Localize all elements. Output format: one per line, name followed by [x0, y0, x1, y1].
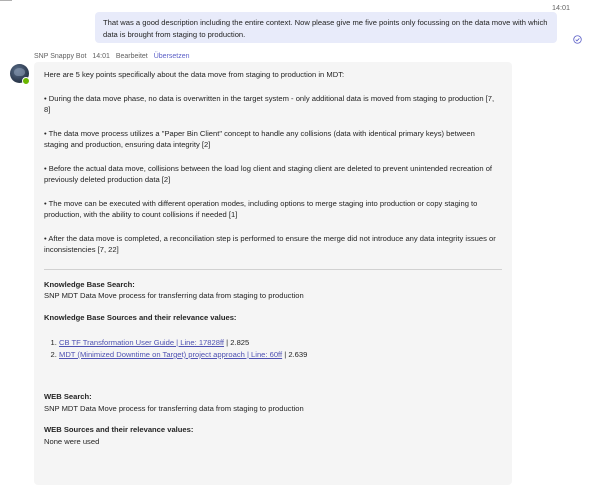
kb-sources-section [44, 312, 499, 362]
bot-message-bubble[interactable] [34, 62, 512, 485]
user-message-bubble[interactable] [95, 12, 557, 43]
key-point: • Before the actual data move, collisions between the load log client and staging client are deleted to prevent unintended recreation of previously deleted production data [2] [44, 163, 493, 184]
top-edge-divider [0, 0, 12, 1]
read-receipt-icon [573, 35, 582, 44]
presence-available-icon [22, 77, 30, 85]
web-search-label: WEB Search [44, 392, 90, 401]
web-sources-value: None were used [44, 436, 100, 446]
kb-search-query: SNP MDT Data Move process for transferring data from staging to production [44, 291, 304, 300]
kb-sources-label: Knowledge Base Sources and their relevance values: [44, 312, 237, 322]
content-divider [44, 269, 502, 270]
web-sources-section [44, 424, 499, 447]
user-message-timestamp: 14:01 [552, 3, 570, 12]
key-point: • After the data move is completed, a reconciliation step is performed to ensure the merge did not introduce any data integrity issues or inconsistencies [7, 22] [44, 233, 496, 254]
bot-intro-text: Here are 5 key points specifically about the data move from staging to production in MDT: [44, 70, 345, 79]
bot-message-timestamp: 14:01 [92, 53, 110, 60]
kb-source-link[interactable]: CB TF Transformation User Guide | Line: 17828ff [59, 338, 225, 347]
user-message-text: That was a good description including the entire context. Now please give me five points only focussing on the data move with which data is brought from staging to production. [103, 18, 548, 39]
key-point: • During the data move phase, no data is overwritten in the target system - only additional data is moved from staging to production [7, 8] [44, 93, 495, 114]
list-item [59, 337, 499, 349]
kb-sources-list [44, 337, 499, 361]
web-search-query: SNP MDT Data Move process for transferring data from staging to production [44, 403, 304, 413]
translate-link[interactable]: Übersetzen [153, 53, 190, 60]
bot-message-content [44, 69, 499, 447]
kb-source-link[interactable]: MDT (Minimized Downtime on Target) project approach | Line: 60ff [59, 350, 283, 359]
bot-sender-name: SNP Snappy Bot [34, 53, 87, 60]
kb-source-score: | 2.639 [282, 350, 308, 359]
web-sources-label: WEB Sources and their relevance values: [44, 425, 194, 434]
bot-message-header [34, 53, 194, 60]
key-point: • The data move process utilizes a "Paper Bin Client" concept to handle any collisions (data with identical primary keys) between staging and production, ensuring data integrity [2] [44, 128, 475, 149]
kb-source-score: | 2.825 [224, 338, 250, 347]
list-item [59, 349, 499, 361]
kb-search-label: Knowledge Base Search [44, 279, 133, 289]
kb-search-section: Knowledge Base Search: SNP MDT Data Move process for transferring data from staging to production [44, 279, 499, 302]
edited-label: Bearbeitet [115, 53, 148, 60]
web-search-section: WEB Search: SNP MDT Data Move process for transferring data from staging to production [44, 391, 499, 414]
key-point: • The move can be executed with different operation modes, including options to merge staging into production or copy staging to production, with the ability to count collisions if needed [1] [44, 198, 478, 219]
